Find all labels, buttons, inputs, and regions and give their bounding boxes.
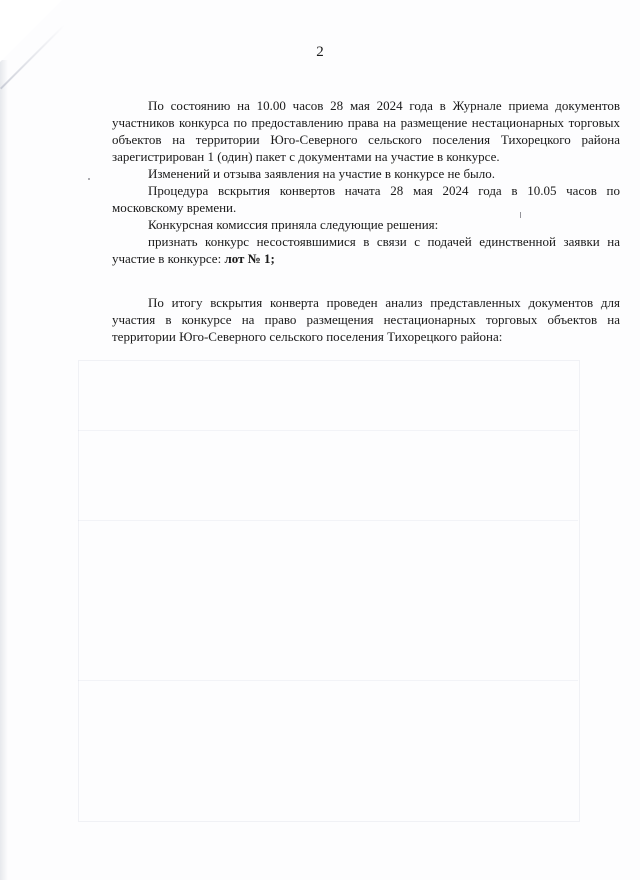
paragraph-decision-lot [112,233,620,267]
page-number: 2 [316,44,324,60]
document-body [112,97,620,345]
paragraph-gap [112,267,620,294]
paragraph-analysis: По итогу вскрытия конверта проведен анализ представленных документов для участия в конкурсе на право размещения нестационарных торговых объектов на территории Юго-Северного сельского поселения Тихорецкого района: [112,295,620,344]
paragraph-opening-procedure: Процедура вскрытия конвертов начата 28 мая 2024 года в 10.05 часов по московскому времени. [112,183,620,215]
bleed-through-line [78,520,578,521]
paragraph-commission-decisions: Конкурсная комиссия приняла следующие решения: [148,217,439,232]
paragraph-no-changes: Изменений и отзыва заявления на участие в конкурсе не было. [148,166,496,181]
lot-number: лот № 1 [224,251,271,266]
scan-edge-shadow [0,60,8,880]
scan-speck [88,178,90,180]
bleed-through-line [78,680,578,681]
bleed-through-line [78,430,578,431]
decision-end: ; [270,251,275,266]
decision-text: признать конкурс несостоявшимися в связи с подачей единственной заявки на участие в конкурсе: [112,234,620,266]
paragraph-registration: По состоянию на 10.00 часов 28 мая 2024 года в Журнале приема документов участников конкурса по предоставлению права на размещение нестационарных торговых объектов на территории Юго-Северного сельского поселения Тихорецкого района зарегистрирован 1 (один) пакет с документами на участие в конкурсе. [112,98,620,164]
